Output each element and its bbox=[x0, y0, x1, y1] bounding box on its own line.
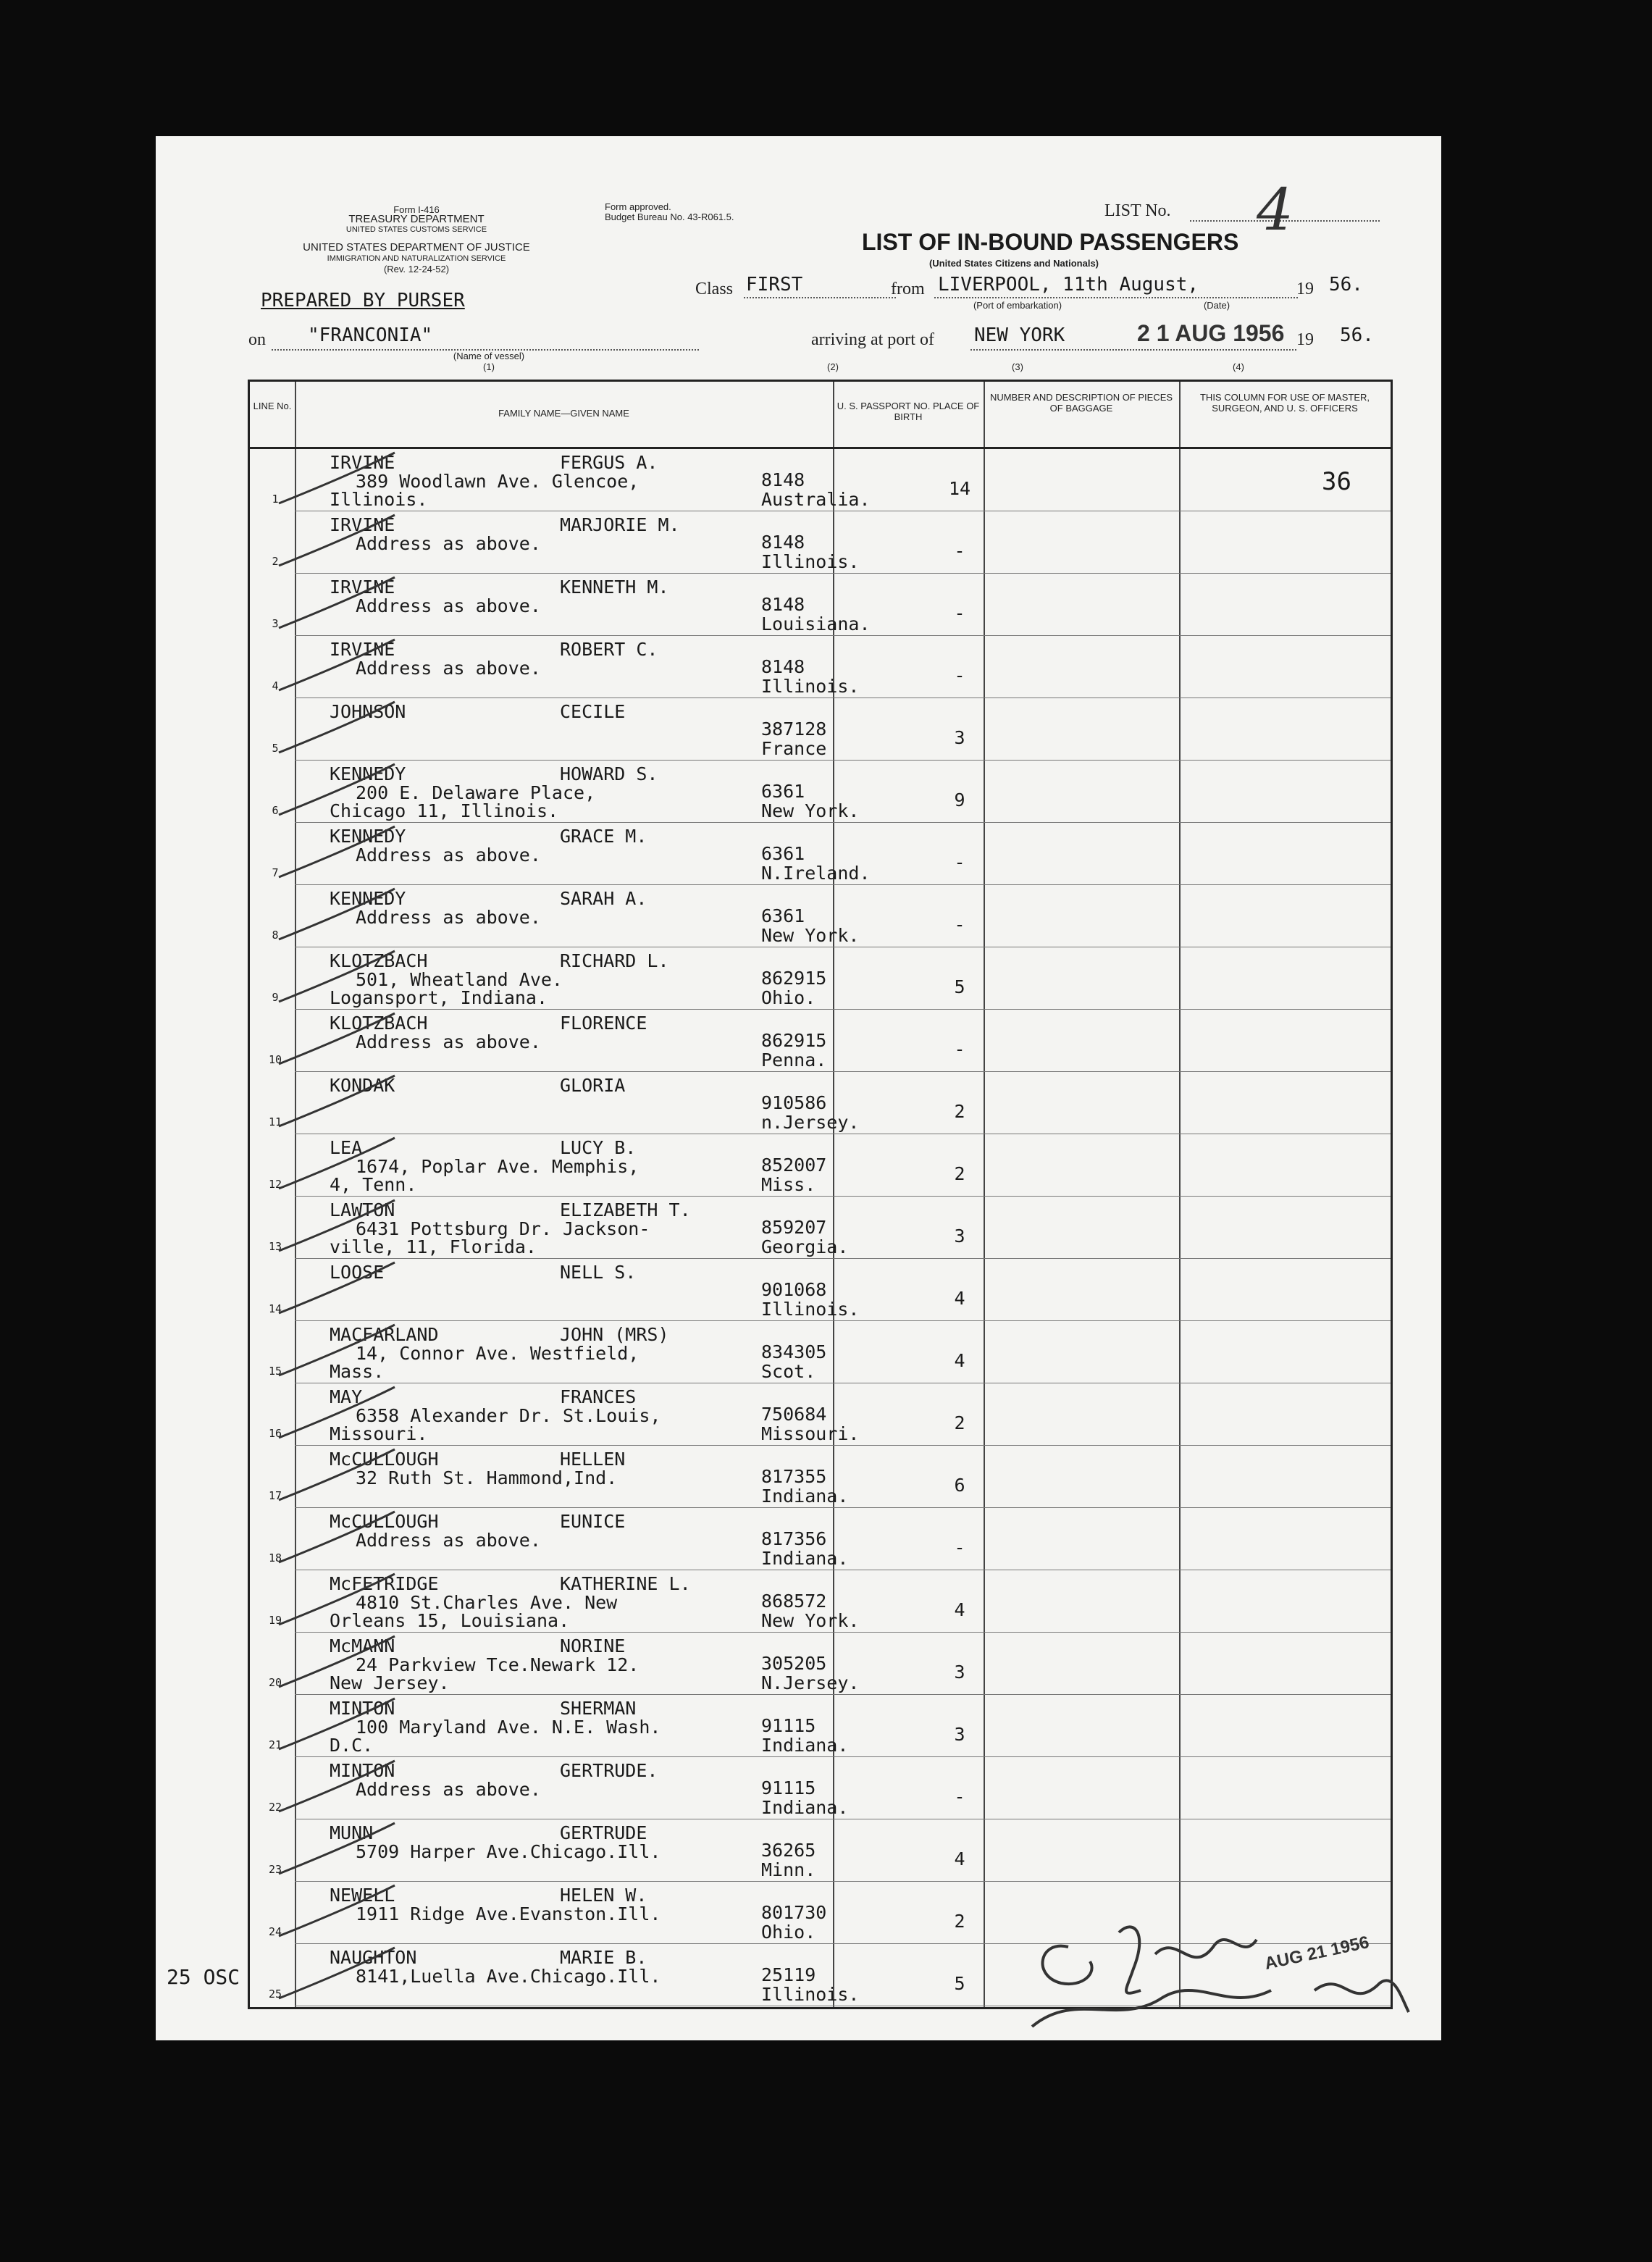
address-line-2: Illinois. bbox=[330, 489, 428, 510]
tally-check-mark bbox=[250, 1321, 409, 1383]
tally-check-mark bbox=[250, 761, 409, 823]
year-prefix-1: 19 bbox=[1296, 280, 1314, 298]
revision-date: (Rev. 12-24-52) bbox=[383, 264, 450, 275]
baggage-count: 3 bbox=[954, 727, 965, 748]
given-name: FERGUS A. bbox=[560, 452, 658, 473]
family-name: IRVINE bbox=[330, 452, 395, 473]
table-row bbox=[250, 761, 1391, 823]
tally-check-mark bbox=[250, 823, 409, 885]
address-line-1: 1674, Poplar Ave. Memphis, bbox=[356, 1156, 640, 1177]
passport-number: 8148 bbox=[761, 656, 805, 677]
passport-number: 862915 bbox=[761, 968, 827, 989]
arrival-port: NEW YORK bbox=[974, 324, 1065, 346]
place-of-birth: Penna. bbox=[761, 1050, 827, 1071]
given-name: EUNICE bbox=[560, 1511, 626, 1532]
tally-check-mark bbox=[250, 449, 409, 511]
passenger-manifest-page bbox=[156, 136, 1441, 2040]
line-number: 11 bbox=[268, 1115, 282, 1128]
given-name: MARIE B. bbox=[560, 1947, 647, 1968]
place-of-birth: N.Jersey. bbox=[761, 1672, 860, 1693]
given-name: GERTRUDE bbox=[560, 1822, 647, 1843]
tally-check-mark bbox=[250, 1757, 409, 1819]
passport-number: 8148 bbox=[761, 469, 805, 490]
col-4-caption: (4) bbox=[1233, 361, 1244, 372]
col-baggage: NUMBER AND DESCRIPTION OF PIECES OF BAGGAGE bbox=[989, 392, 1173, 414]
table-row bbox=[250, 823, 1391, 885]
passport-number: 387128 bbox=[761, 719, 827, 740]
baggage-count: 9 bbox=[954, 789, 965, 810]
table-row bbox=[250, 1383, 1391, 1446]
passport-number: 901068 bbox=[761, 1279, 827, 1300]
form-approved: Form approved. bbox=[605, 201, 671, 212]
tally-check-mark bbox=[250, 1882, 409, 1944]
place-of-birth: Miss. bbox=[761, 1174, 816, 1195]
tally-check-mark bbox=[250, 1197, 409, 1259]
given-name: KATHERINE L. bbox=[560, 1573, 691, 1594]
tally-check-mark bbox=[250, 1944, 409, 2006]
line-number: 25 bbox=[268, 1987, 282, 2001]
tally-check-mark bbox=[250, 1446, 409, 1508]
table-row bbox=[250, 511, 1391, 574]
passport-number: 910586 bbox=[761, 1092, 827, 1113]
from-value: LIVERPOOL, 11th August, bbox=[938, 274, 1199, 296]
passenger-table bbox=[248, 380, 1393, 2009]
passport-number: 6361 bbox=[761, 781, 805, 802]
year-value-1: 56. bbox=[1329, 274, 1363, 296]
given-name: GRACE M. bbox=[560, 826, 647, 847]
from-label: from bbox=[891, 280, 925, 298]
line-number: 4 bbox=[272, 679, 279, 692]
given-name: SHERMAN bbox=[560, 1698, 637, 1719]
address-line-2: 4, Tenn. bbox=[330, 1174, 417, 1195]
class-value: FIRST bbox=[746, 274, 803, 296]
address-line-1: Address as above. bbox=[356, 658, 541, 679]
tally-check-mark bbox=[250, 698, 409, 761]
family-name: LOOSE bbox=[330, 1262, 385, 1283]
family-name: MINTON bbox=[330, 1760, 395, 1781]
baggage-count: 4 bbox=[954, 1350, 965, 1371]
baggage-count: - bbox=[954, 1537, 965, 1558]
passport-number: 862915 bbox=[761, 1030, 827, 1051]
family-name: MACFARLAND bbox=[330, 1324, 439, 1345]
address-line-1: 501, Wheatland Ave. bbox=[356, 969, 563, 990]
place-of-birth: Illinois. bbox=[761, 1299, 860, 1320]
tally-check-mark bbox=[250, 1633, 409, 1695]
tally-check-mark bbox=[250, 636, 409, 698]
place-of-birth: Australia. bbox=[761, 489, 871, 510]
table-row bbox=[250, 1633, 1391, 1695]
address-line-1: 32 Ruth St. Hammond,Ind. bbox=[356, 1467, 618, 1488]
family-name: LEA bbox=[330, 1137, 363, 1158]
table-row bbox=[250, 947, 1391, 1010]
family-name: JOHNSON bbox=[330, 701, 406, 722]
table-row bbox=[250, 1819, 1391, 1882]
tally-check-mark bbox=[250, 1570, 409, 1633]
passport-number: 801730 bbox=[761, 1902, 827, 1923]
tally-check-mark bbox=[250, 511, 409, 574]
tally-check-mark bbox=[250, 1819, 409, 1882]
baggage-count: 4 bbox=[954, 1848, 965, 1869]
class-line bbox=[744, 297, 896, 298]
line-number: 7 bbox=[272, 866, 279, 879]
baggage-count: 2 bbox=[954, 1911, 965, 1932]
list-no-label: LIST No. bbox=[1104, 201, 1171, 220]
line-number: 12 bbox=[268, 1178, 282, 1191]
passenger-rows bbox=[250, 449, 1391, 2007]
year-prefix-2: 19 bbox=[1296, 330, 1314, 349]
col-name: FAMILY NAME—GIVEN NAME bbox=[498, 408, 629, 419]
col-officers: THIS COLUMN FOR USE OF MASTER, SURGEON, AND U. S. OFFICERS bbox=[1199, 392, 1370, 414]
family-name: KENNEDY bbox=[330, 888, 406, 909]
address-line-1: Address as above. bbox=[356, 1031, 541, 1052]
officer-note: 36 bbox=[1322, 467, 1351, 496]
place-of-birth: New York. bbox=[761, 925, 860, 946]
place-of-birth: Missouri. bbox=[761, 1423, 860, 1444]
table-row bbox=[250, 1072, 1391, 1134]
given-name: RICHARD L. bbox=[560, 950, 669, 971]
given-name: ROBERT C. bbox=[560, 639, 658, 660]
baggage-count: - bbox=[954, 1786, 965, 1807]
baggage-count: 2 bbox=[954, 1101, 965, 1122]
place-of-birth: Minn. bbox=[761, 1859, 816, 1880]
family-name: MAY bbox=[330, 1386, 363, 1407]
address-line-1: 389 Woodlawn Ave. Glencoe, bbox=[356, 471, 640, 492]
given-name: NORINE bbox=[560, 1635, 626, 1656]
baggage-count: 3 bbox=[954, 1226, 965, 1247]
date-caption: (Date) bbox=[1203, 300, 1230, 311]
family-name: KENNEDY bbox=[330, 763, 406, 784]
passport-number: 91115 bbox=[761, 1777, 816, 1798]
line-number: 2 bbox=[272, 555, 279, 568]
line-number: 20 bbox=[268, 1676, 282, 1689]
passport-number: 859207 bbox=[761, 1217, 827, 1238]
col-3-caption: (3) bbox=[1012, 361, 1023, 372]
given-name: HOWARD S. bbox=[560, 763, 658, 784]
vessel-name: "FRANCONIA" bbox=[308, 324, 433, 346]
passport-number: 8148 bbox=[761, 532, 805, 553]
tally-check-mark bbox=[250, 947, 409, 1010]
ins-service: IMMIGRATION AND NATURALIZATION SERVICE bbox=[327, 254, 506, 263]
passport-number: 6361 bbox=[761, 905, 805, 926]
given-name: GERTRUDE. bbox=[560, 1760, 658, 1781]
address-line-1: 4810 St.Charles Ave. New bbox=[356, 1592, 618, 1613]
place-of-birth: New York. bbox=[761, 1610, 860, 1631]
arrival-date-stamp: 2 1 AUG 1956 bbox=[1137, 320, 1285, 346]
baggage-count: 6 bbox=[954, 1475, 965, 1496]
tally-check-mark bbox=[250, 1134, 409, 1197]
tally-check-mark bbox=[250, 1383, 409, 1446]
place-of-birth: Indiana. bbox=[761, 1486, 849, 1507]
side-note: 25 OSC bbox=[167, 1965, 240, 1989]
on-label: on bbox=[248, 330, 266, 349]
line-number: 8 bbox=[272, 929, 279, 942]
table-row bbox=[250, 1197, 1391, 1259]
list-no-value: 4 bbox=[1257, 176, 1293, 243]
justice-dept: UNITED STATES DEPARTMENT OF JUSTICE bbox=[303, 241, 530, 254]
passport-number: 305205 bbox=[761, 1653, 827, 1674]
family-name: McCULLOUGH bbox=[330, 1511, 439, 1532]
address-line-1: Address as above. bbox=[356, 533, 541, 554]
address-line-1: 6358 Alexander Dr. St.Louis, bbox=[356, 1405, 661, 1426]
family-name: MUNN bbox=[330, 1822, 374, 1843]
baggage-count: 2 bbox=[954, 1163, 965, 1184]
table-row bbox=[250, 885, 1391, 947]
line-number: 16 bbox=[268, 1427, 282, 1440]
given-name: CECILE bbox=[560, 701, 626, 722]
passport-number: 834305 bbox=[761, 1341, 827, 1362]
place-of-birth: Indiana. bbox=[761, 1735, 849, 1756]
family-name: LAWTON bbox=[330, 1199, 395, 1220]
address-line-2: Logansport, Indiana. bbox=[330, 987, 548, 1008]
line-number: 24 bbox=[268, 1925, 282, 1938]
place-of-birth: Illinois. bbox=[761, 551, 860, 572]
baggage-count: 3 bbox=[954, 1662, 965, 1683]
baggage-count: - bbox=[954, 1039, 965, 1060]
line-number: 10 bbox=[268, 1053, 282, 1066]
table-row bbox=[250, 1259, 1391, 1321]
baggage-count: - bbox=[954, 603, 965, 624]
address-line-1: 6431 Pottsburg Dr. Jackson- bbox=[356, 1218, 650, 1239]
passport-number: 6361 bbox=[761, 843, 805, 864]
family-name: IRVINE bbox=[330, 577, 395, 598]
baggage-count: 3 bbox=[954, 1724, 965, 1745]
place-of-birth: Louisiana. bbox=[761, 613, 871, 634]
line-number: 3 bbox=[272, 617, 279, 630]
given-name: KENNETH M. bbox=[560, 577, 669, 598]
passport-number: 852007 bbox=[761, 1155, 827, 1176]
family-name: KONDAK bbox=[330, 1075, 395, 1096]
address-line-1: Address as above. bbox=[356, 907, 541, 928]
line-number: 22 bbox=[268, 1801, 282, 1814]
passport-number: 25119 bbox=[761, 1964, 816, 1985]
given-name: JOHN (MRS) bbox=[560, 1324, 669, 1345]
prepared-by: PREPARED BY PURSER bbox=[261, 290, 465, 311]
family-name: IRVINE bbox=[330, 639, 395, 660]
place-of-birth: n.Jersey. bbox=[761, 1112, 860, 1133]
baggage-count: 2 bbox=[954, 1412, 965, 1433]
from-line bbox=[934, 297, 1298, 298]
line-number: 13 bbox=[268, 1240, 282, 1253]
table-row bbox=[250, 1321, 1391, 1383]
place-of-birth: Indiana. bbox=[761, 1797, 849, 1818]
treasury-dept: TREASURY DEPARTMENT bbox=[348, 213, 485, 225]
given-name: GLORIA bbox=[560, 1075, 626, 1096]
family-name: KENNEDY bbox=[330, 826, 406, 847]
family-name: NEWELL bbox=[330, 1885, 395, 1906]
address-line-1: 5709 Harper Ave.Chicago.Ill. bbox=[356, 1841, 661, 1862]
address-line-2: Mass. bbox=[330, 1361, 385, 1382]
line-number: 1 bbox=[272, 493, 279, 506]
place-of-birth: New York. bbox=[761, 800, 860, 821]
family-name: MINTON bbox=[330, 1698, 395, 1719]
line-number: 5 bbox=[272, 742, 279, 755]
baggage-count: 4 bbox=[954, 1288, 965, 1309]
address-line-1: Address as above. bbox=[356, 1530, 541, 1551]
port-embarkation-caption: (Port of embarkation) bbox=[973, 300, 1062, 311]
place-of-birth: Illinois. bbox=[761, 1984, 860, 2005]
address-line-1: Address as above. bbox=[356, 845, 541, 866]
tally-check-mark bbox=[250, 1508, 409, 1570]
tally-check-mark bbox=[250, 1010, 409, 1072]
address-line-1: Address as above. bbox=[356, 1779, 541, 1800]
given-name: ELIZABETH T. bbox=[560, 1199, 691, 1220]
place-of-birth: Ohio. bbox=[761, 987, 816, 1008]
address-line-1: 200 E. Delaware Place, bbox=[356, 782, 596, 803]
budget-bureau: Budget Bureau No. 43-R061.5. bbox=[605, 211, 734, 222]
table-row bbox=[250, 1757, 1391, 1819]
family-name: NAUGHTON bbox=[330, 1947, 417, 1968]
baggage-count: 5 bbox=[954, 976, 965, 997]
col-1-caption: (1) bbox=[483, 361, 495, 372]
family-name: KLOTZBACH bbox=[330, 1013, 428, 1034]
given-name: HELLEN bbox=[560, 1449, 626, 1470]
form-title: LIST OF IN-BOUND PASSENGERS bbox=[862, 229, 1239, 255]
address-line-2: Missouri. bbox=[330, 1423, 428, 1444]
place-of-birth: Ohio. bbox=[761, 1922, 816, 1943]
passport-number: 36265 bbox=[761, 1840, 816, 1861]
baggage-count: - bbox=[954, 852, 965, 873]
arrival-line bbox=[970, 349, 1296, 351]
table-row bbox=[250, 1010, 1391, 1072]
place-of-birth: France bbox=[761, 738, 827, 759]
table-row bbox=[250, 1695, 1391, 1757]
address-line-1: Address as above. bbox=[356, 595, 541, 616]
baggage-count: - bbox=[954, 914, 965, 935]
inspection-date-stamp: AUG 21 1956 bbox=[1262, 1932, 1371, 1974]
given-name: SARAH A. bbox=[560, 888, 647, 909]
passport-number: 8148 bbox=[761, 594, 805, 615]
customs-service: UNITED STATES CUSTOMS SERVICE bbox=[345, 225, 487, 234]
given-name: FRANCES bbox=[560, 1386, 637, 1407]
line-number: 14 bbox=[268, 1302, 282, 1315]
place-of-birth: Scot. bbox=[761, 1361, 816, 1382]
arriving-label: arriving at port of bbox=[811, 330, 934, 349]
tally-check-mark bbox=[250, 885, 409, 947]
passport-number: 750684 bbox=[761, 1404, 827, 1425]
table-row bbox=[250, 1570, 1391, 1633]
family-name: McCULLOUGH bbox=[330, 1449, 439, 1470]
baggage-count: 14 bbox=[948, 478, 971, 499]
family-name: McFETRIDGE bbox=[330, 1573, 439, 1594]
baggage-count: 4 bbox=[954, 1599, 965, 1620]
family-name: IRVINE bbox=[330, 514, 395, 535]
tally-check-mark bbox=[250, 1695, 409, 1757]
baggage-count: - bbox=[954, 665, 965, 686]
inspector-signature bbox=[1010, 1903, 1416, 2034]
given-name: NELL S. bbox=[560, 1262, 637, 1283]
given-name: HELEN W. bbox=[560, 1885, 647, 1906]
form-number: Form I-416 bbox=[393, 204, 440, 215]
baggage-count: - bbox=[954, 540, 965, 561]
table-row bbox=[250, 1508, 1391, 1570]
passport-number: 868572 bbox=[761, 1591, 827, 1612]
given-name: MARJORIE M. bbox=[560, 514, 680, 535]
family-name: KLOTZBACH bbox=[330, 950, 428, 971]
place-of-birth: Illinois. bbox=[761, 676, 860, 697]
table-row bbox=[250, 1446, 1391, 1508]
address-line-2: ville, 11, Florida. bbox=[330, 1236, 537, 1257]
table-row bbox=[250, 698, 1391, 761]
line-number: 9 bbox=[272, 991, 279, 1004]
address-line-1: 1911 Ridge Ave.Evanston.Ill. bbox=[356, 1903, 661, 1924]
given-name: LUCY B. bbox=[560, 1137, 637, 1158]
vessel-caption: (Name of vessel) bbox=[453, 351, 525, 361]
tally-check-mark bbox=[250, 574, 409, 636]
year-value-2: 56. bbox=[1340, 324, 1374, 346]
passport-number: 91115 bbox=[761, 1715, 816, 1736]
place-of-birth: Georgia. bbox=[761, 1236, 849, 1257]
place-of-birth: N.Ireland. bbox=[761, 863, 871, 884]
passport-number: 817355 bbox=[761, 1466, 827, 1487]
line-number: 21 bbox=[268, 1738, 282, 1751]
class-label: Class bbox=[695, 280, 734, 298]
col-line-no: LINE No. bbox=[253, 401, 292, 411]
passport-number: 817356 bbox=[761, 1528, 827, 1549]
form-subtitle: (United States Citizens and Nationals) bbox=[928, 258, 1099, 269]
line-number: 6 bbox=[272, 804, 279, 817]
table-row bbox=[250, 636, 1391, 698]
address-line-1: 14, Connor Ave. Westfield, bbox=[356, 1343, 640, 1364]
address-line-1: 100 Maryland Ave. N.E. Wash. bbox=[356, 1717, 661, 1738]
place-of-birth: Indiana. bbox=[761, 1548, 849, 1569]
given-name: FLORENCE bbox=[560, 1013, 647, 1034]
line-number: 17 bbox=[268, 1489, 282, 1502]
tally-check-mark bbox=[250, 1259, 409, 1321]
address-line-1: 24 Parkview Tce.Newark 12. bbox=[356, 1654, 640, 1675]
table-row bbox=[250, 449, 1391, 511]
line-number: 15 bbox=[268, 1365, 282, 1378]
address-line-1: 8141,Luella Ave.Chicago.Ill. bbox=[356, 1966, 661, 1987]
line-number: 23 bbox=[268, 1863, 282, 1876]
tally-check-mark bbox=[250, 1072, 409, 1134]
family-name: McMANN bbox=[330, 1635, 395, 1656]
table-row bbox=[250, 1134, 1391, 1197]
table-row bbox=[250, 574, 1391, 636]
address-line-2: D.C. bbox=[330, 1735, 374, 1756]
address-line-2: Orleans 15, Louisiana. bbox=[330, 1610, 570, 1631]
col-2-caption: (2) bbox=[827, 361, 839, 372]
address-line-2: New Jersey. bbox=[330, 1672, 450, 1693]
col-passport: U. S. PASSPORT NO. PLACE OF BIRTH bbox=[837, 401, 980, 422]
line-number: 19 bbox=[268, 1614, 282, 1627]
baggage-count: 5 bbox=[954, 1973, 965, 1994]
address-line-2: Chicago 11, Illinois. bbox=[330, 800, 559, 821]
line-number: 18 bbox=[268, 1551, 282, 1564]
